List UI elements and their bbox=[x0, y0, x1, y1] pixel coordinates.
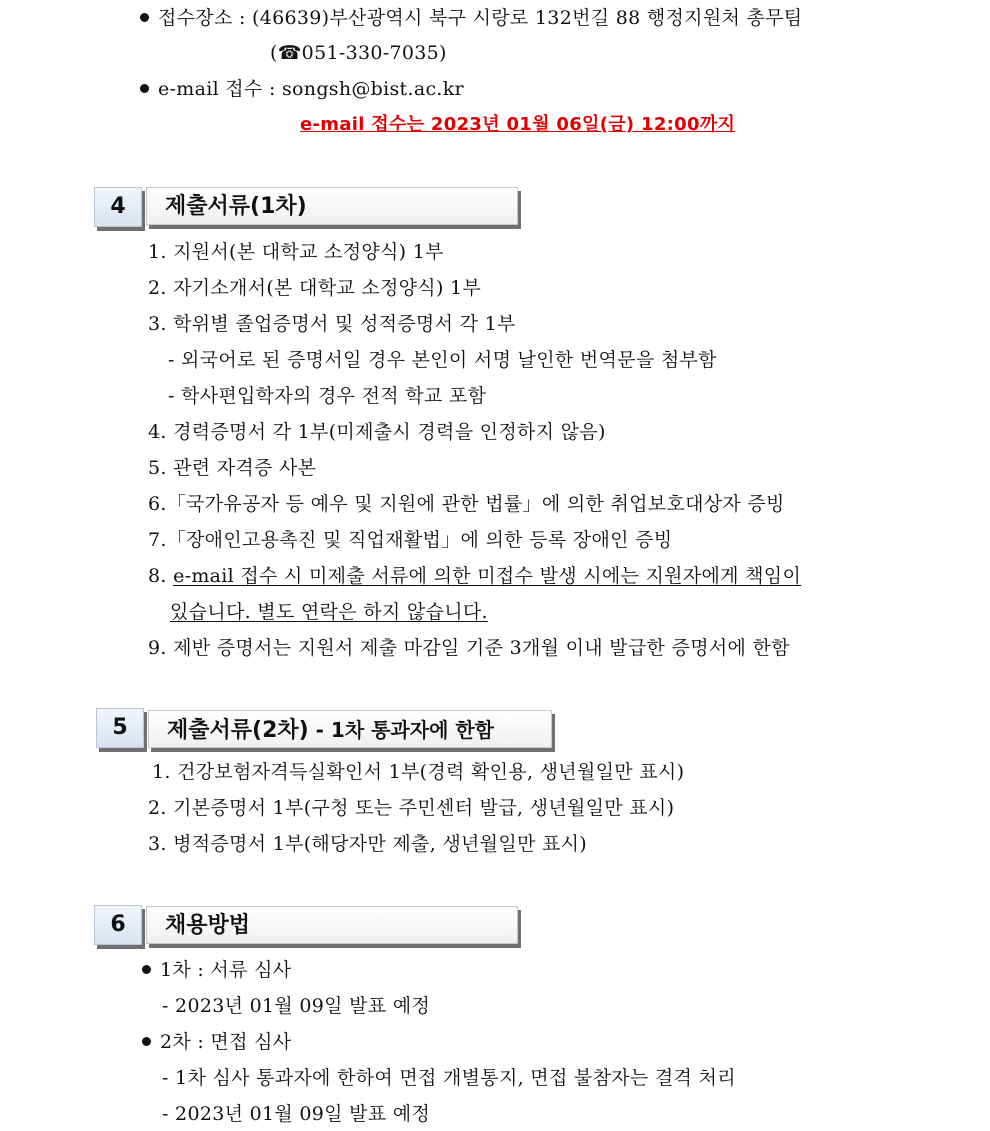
section-4-subitem: - 학사편입학자의 경우 전적 학교 포함 bbox=[168, 385, 487, 407]
section-4-item bbox=[148, 564, 801, 588]
section-4-item: 6.「국가유공자 등 예우 및 지원에 관한 법률」에 의한 취업보호대상자 증빙 bbox=[148, 493, 785, 515]
section-4-number: 4 bbox=[94, 187, 142, 227]
email-warning-cont: 있습니다. 별도 연락은 하지 않습니다. bbox=[170, 601, 488, 623]
section-6-subitem: - 2023년 01월 09일 발표 예정 bbox=[162, 1103, 431, 1125]
section-6-title: 채용방법 bbox=[146, 906, 518, 944]
section-5-subtitle: - 1차 통과자에 한함 bbox=[308, 718, 494, 742]
section-6-bullet bbox=[142, 958, 291, 982]
place-phone: (☎051-330-7035) bbox=[270, 42, 447, 64]
section-4-item: 7.「장애인고용촉진 및 직업재활법」에 의한 등록 장애인 증빙 bbox=[148, 529, 673, 551]
section-6-subitem: - 2023년 01월 09일 발표 예정 bbox=[162, 995, 431, 1017]
section-5-title-main: 제출서류(2차) bbox=[167, 718, 309, 743]
section-5-number: 5 bbox=[96, 708, 144, 748]
section-4-item: 4. 경력증명서 각 1부(미제출시 경력을 인정하지 않음) bbox=[148, 421, 606, 443]
section-5-item: 1. 건강보험자격득실확인서 1부(경력 확인용, 생년월일만 표시) bbox=[152, 761, 685, 783]
stage-2: 2차 : 면접 심사 bbox=[160, 1031, 292, 1053]
section-4-item: 2. 자기소개서(본 대학교 소정양식) 1부 bbox=[148, 277, 482, 299]
bullet-icon bbox=[140, 84, 149, 93]
item-number: 8. bbox=[148, 565, 167, 587]
section-5-title bbox=[148, 710, 552, 748]
section-4-subitem: - 외국어로 된 증명서일 경우 본인이 서명 날인한 번역문을 첨부함 bbox=[168, 349, 717, 371]
bullet-icon bbox=[140, 13, 149, 22]
section-6-number: 6 bbox=[94, 905, 142, 945]
section-6-subitem: - 1차 심사 통과자에 한하여 면접 개별통지, 면접 불참자는 결격 처리 bbox=[162, 1067, 736, 1089]
section-4-item: 5. 관련 자격증 사본 bbox=[148, 457, 317, 479]
section-5-item: 3. 병적증명서 1부(해당자만 제출, 생년월일만 표시) bbox=[148, 833, 588, 855]
place-line bbox=[140, 6, 802, 30]
place-text: 접수장소 : (46639)부산광역시 북구 시랑로 132번길 88 행정지원처 총무팀 bbox=[158, 7, 803, 29]
section-4-item: 3. 학위별 졸업증명서 및 성적증명서 각 1부 bbox=[148, 313, 516, 335]
section-4-item: 1. 지원서(본 대학교 소정양식) 1부 bbox=[148, 241, 444, 263]
deadline-notice: e-mail 접수는 2023년 01월 06일(금) 12:00까지 bbox=[300, 114, 736, 135]
email-line bbox=[140, 77, 464, 101]
stage-1: 1차 : 서류 심사 bbox=[160, 959, 292, 981]
email-text: e-mail 접수 : songsh@bist.ac.kr bbox=[158, 78, 464, 100]
section-6-bullet bbox=[142, 1030, 291, 1054]
bullet-icon bbox=[142, 1037, 151, 1046]
email-warning: e-mail 접수 시 미제출 서류에 의한 미접수 발생 시에는 지원자에게 책임이 bbox=[173, 565, 802, 587]
section-4-title: 제출서류(1차) bbox=[146, 187, 518, 225]
bullet-icon bbox=[142, 965, 151, 974]
section-5-item: 2. 기본증명서 1부(구청 또는 주민센터 발급, 생년월일만 표시) bbox=[148, 797, 675, 819]
section-4-item: 9. 제반 증명서는 지원서 제출 마감일 기준 3개월 이내 발급한 증명서에 한함 bbox=[148, 637, 790, 659]
